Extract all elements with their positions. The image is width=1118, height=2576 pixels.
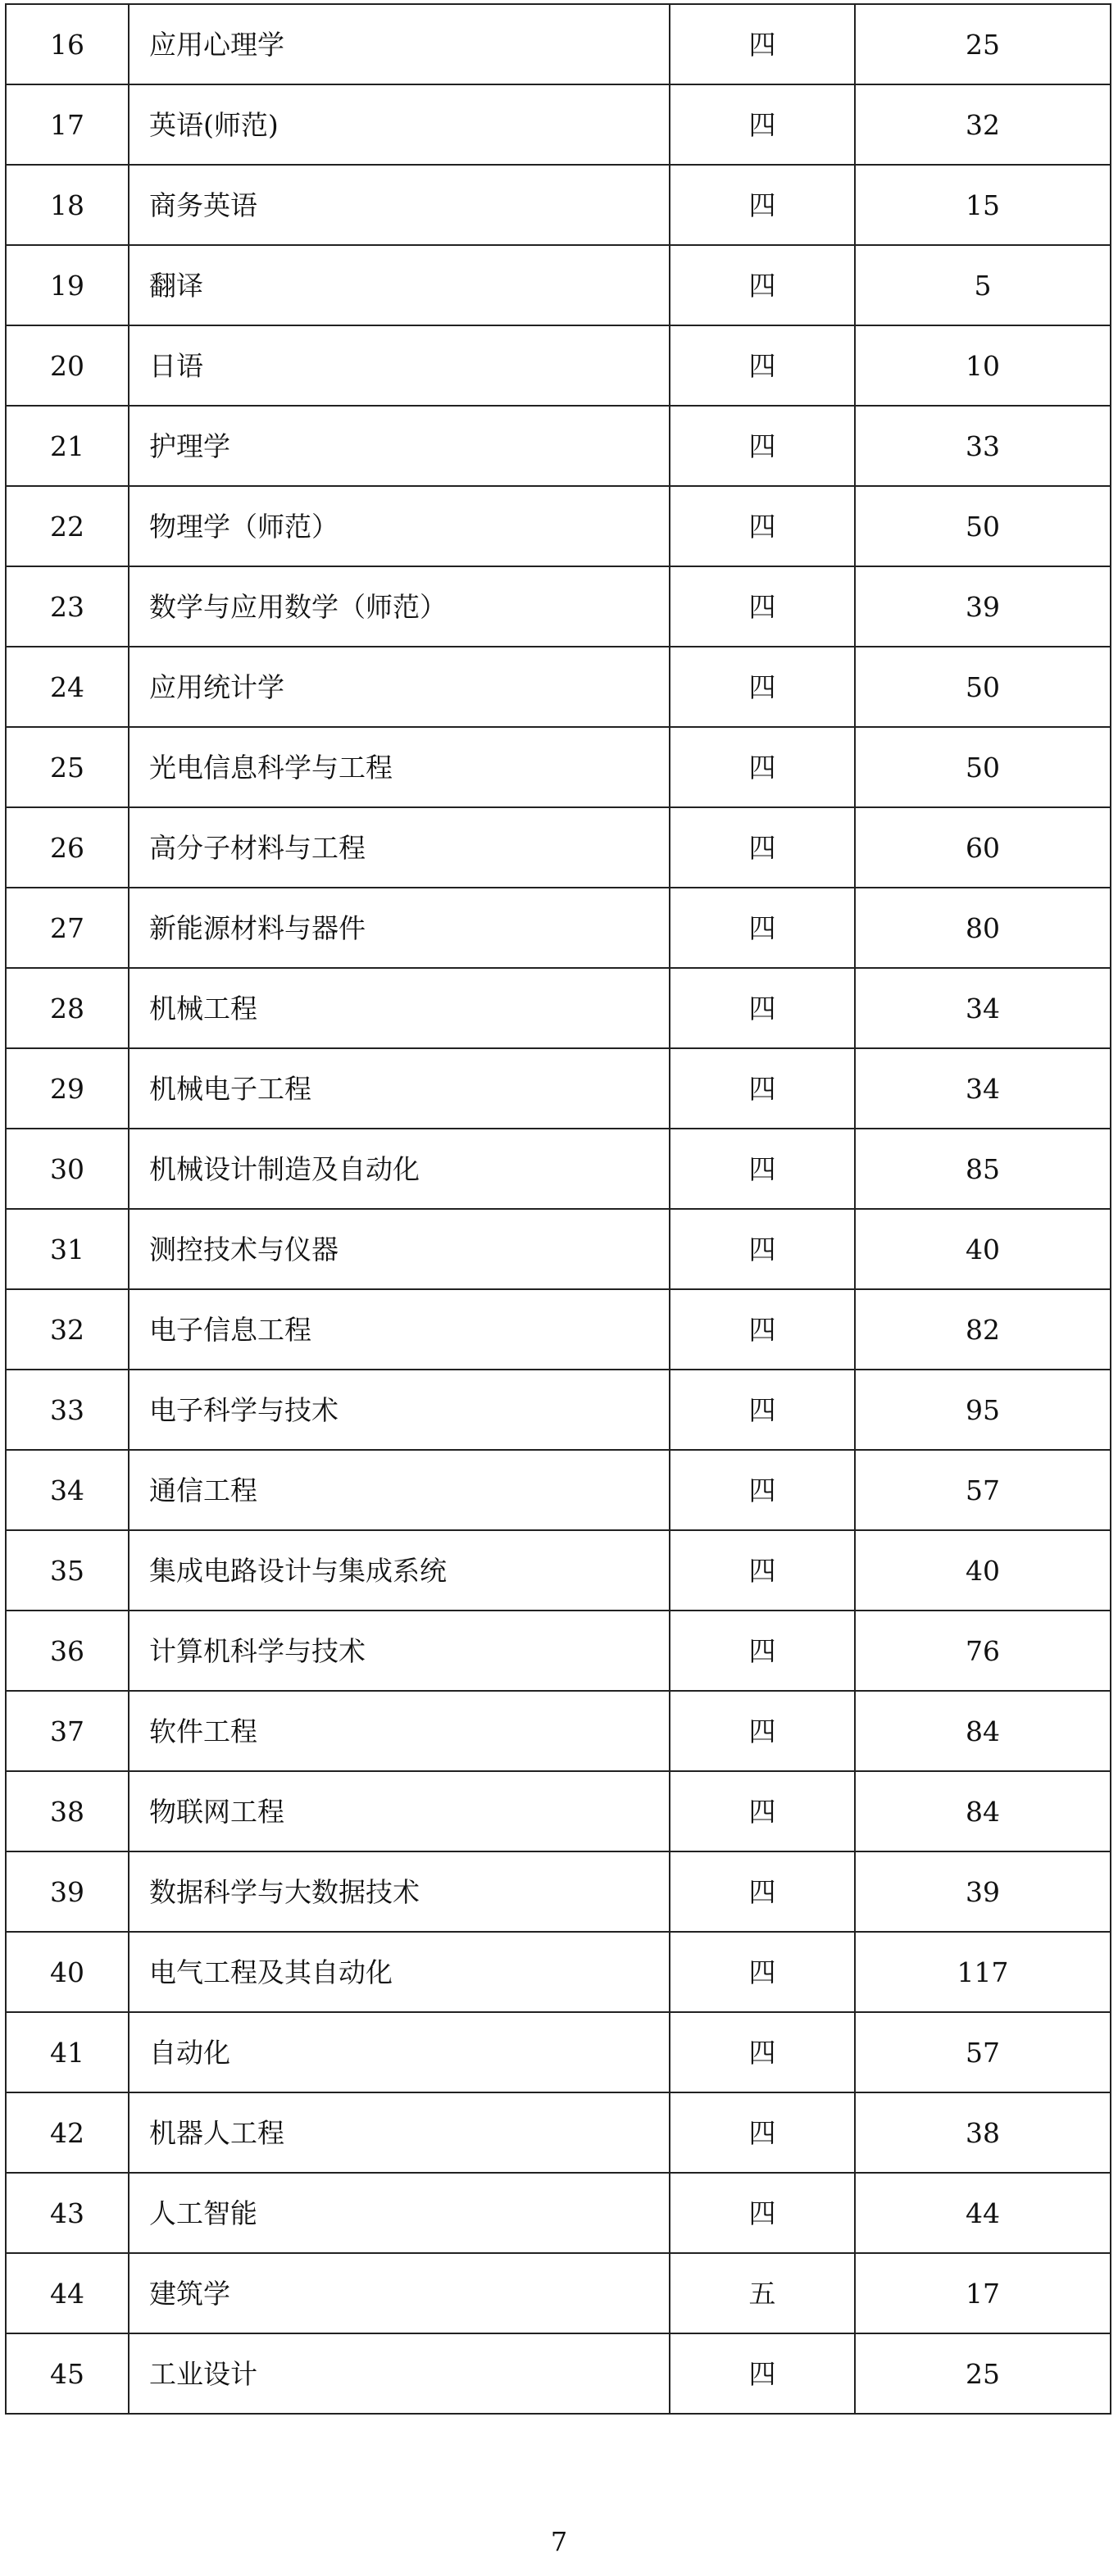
row-number-cell: 23 xyxy=(6,566,129,647)
duration-cell: 四 xyxy=(670,888,855,968)
enrollment-count-cell: 84 xyxy=(855,1771,1111,1851)
enrollment-count-cell: 50 xyxy=(855,727,1111,807)
document-page xyxy=(5,3,1111,2415)
row-number-cell: 36 xyxy=(6,1611,129,1691)
table-row xyxy=(6,1209,1111,1289)
enrollment-count-cell: 17 xyxy=(855,2253,1111,2333)
enrollment-count-cell: 40 xyxy=(855,1209,1111,1289)
duration-cell: 四 xyxy=(670,1370,855,1450)
table-row xyxy=(6,2012,1111,2092)
major-name-cell: 英语(师范) xyxy=(129,84,670,165)
duration-cell: 四 xyxy=(670,1691,855,1771)
enrollment-count-cell: 39 xyxy=(855,1851,1111,1932)
table-row xyxy=(6,4,1111,84)
major-name-cell: 机械设计制造及自动化 xyxy=(129,1129,670,1209)
major-name-cell: 机器人工程 xyxy=(129,2092,670,2173)
row-number-cell: 19 xyxy=(6,245,129,325)
major-name-cell: 物理学（师范） xyxy=(129,486,670,566)
enrollment-count-cell: 25 xyxy=(855,4,1111,84)
major-name-cell: 通信工程 xyxy=(129,1450,670,1530)
enrollment-count-cell: 84 xyxy=(855,1691,1111,1771)
row-number-cell: 33 xyxy=(6,1370,129,1450)
row-number-cell: 38 xyxy=(6,1771,129,1851)
row-number-cell: 17 xyxy=(6,84,129,165)
major-name-cell: 翻译 xyxy=(129,245,670,325)
duration-cell: 四 xyxy=(670,1611,855,1691)
enrollment-count-cell: 117 xyxy=(855,1932,1111,2012)
enrollment-count-cell: 34 xyxy=(855,1048,1111,1129)
enrollment-count-cell: 76 xyxy=(855,1611,1111,1691)
table-row xyxy=(6,84,1111,165)
row-number-cell: 20 xyxy=(6,325,129,406)
row-number-cell: 22 xyxy=(6,486,129,566)
major-name-cell: 电子信息工程 xyxy=(129,1289,670,1370)
table-row xyxy=(6,165,1111,245)
row-number-cell: 30 xyxy=(6,1129,129,1209)
major-name-cell: 测控技术与仪器 xyxy=(129,1209,670,1289)
duration-cell: 四 xyxy=(670,325,855,406)
enrollment-count-cell: 38 xyxy=(855,2092,1111,2173)
enrollment-count-cell: 10 xyxy=(855,325,1111,406)
enrollment-count-cell: 44 xyxy=(855,2173,1111,2253)
table-row xyxy=(6,2173,1111,2253)
duration-cell: 四 xyxy=(670,2333,855,2414)
enrollment-count-cell: 25 xyxy=(855,2333,1111,2414)
duration-cell: 四 xyxy=(670,968,855,1048)
duration-cell: 四 xyxy=(670,1289,855,1370)
enrollment-count-cell: 50 xyxy=(855,647,1111,727)
major-name-cell: 商务英语 xyxy=(129,165,670,245)
row-number-cell: 39 xyxy=(6,1851,129,1932)
table-row xyxy=(6,1450,1111,1530)
row-number-cell: 34 xyxy=(6,1450,129,1530)
enrollment-count-cell: 40 xyxy=(855,1530,1111,1611)
duration-cell: 四 xyxy=(670,1209,855,1289)
row-number-cell: 37 xyxy=(6,1691,129,1771)
enrollment-count-cell: 57 xyxy=(855,1450,1111,1530)
duration-cell: 四 xyxy=(670,807,855,888)
table-row xyxy=(6,245,1111,325)
majors-table xyxy=(5,3,1111,2415)
table-row xyxy=(6,1129,1111,1209)
major-name-cell: 高分子材料与工程 xyxy=(129,807,670,888)
major-name-cell: 日语 xyxy=(129,325,670,406)
enrollment-count-cell: 34 xyxy=(855,968,1111,1048)
table-row xyxy=(6,727,1111,807)
duration-cell: 五 xyxy=(670,2253,855,2333)
table-row xyxy=(6,1691,1111,1771)
row-number-cell: 27 xyxy=(6,888,129,968)
enrollment-count-cell: 95 xyxy=(855,1370,1111,1450)
enrollment-count-cell: 33 xyxy=(855,406,1111,486)
row-number-cell: 31 xyxy=(6,1209,129,1289)
duration-cell: 四 xyxy=(670,647,855,727)
major-name-cell: 护理学 xyxy=(129,406,670,486)
table-row xyxy=(6,406,1111,486)
table-row xyxy=(6,2253,1111,2333)
duration-cell: 四 xyxy=(670,2012,855,2092)
enrollment-count-cell: 82 xyxy=(855,1289,1111,1370)
enrollment-count-cell: 5 xyxy=(855,245,1111,325)
major-name-cell: 电气工程及其自动化 xyxy=(129,1932,670,2012)
row-number-cell: 16 xyxy=(6,4,129,84)
row-number-cell: 40 xyxy=(6,1932,129,2012)
table-row xyxy=(6,1611,1111,1691)
major-name-cell: 工业设计 xyxy=(129,2333,670,2414)
row-number-cell: 43 xyxy=(6,2173,129,2253)
major-name-cell: 电子科学与技术 xyxy=(129,1370,670,1450)
table-row xyxy=(6,486,1111,566)
table-row xyxy=(6,1932,1111,2012)
major-name-cell: 人工智能 xyxy=(129,2173,670,2253)
row-number-cell: 21 xyxy=(6,406,129,486)
table-row xyxy=(6,1289,1111,1370)
major-name-cell: 物联网工程 xyxy=(129,1771,670,1851)
duration-cell: 四 xyxy=(670,84,855,165)
table-row xyxy=(6,1048,1111,1129)
row-number-cell: 44 xyxy=(6,2253,129,2333)
duration-cell: 四 xyxy=(670,1129,855,1209)
enrollment-count-cell: 57 xyxy=(855,2012,1111,2092)
row-number-cell: 45 xyxy=(6,2333,129,2414)
major-name-cell: 新能源材料与器件 xyxy=(129,888,670,968)
duration-cell: 四 xyxy=(670,1450,855,1530)
row-number-cell: 35 xyxy=(6,1530,129,1611)
row-number-cell: 24 xyxy=(6,647,129,727)
major-name-cell: 机械电子工程 xyxy=(129,1048,670,1129)
table-row xyxy=(6,325,1111,406)
duration-cell: 四 xyxy=(670,1530,855,1611)
major-name-cell: 机械工程 xyxy=(129,968,670,1048)
duration-cell: 四 xyxy=(670,2173,855,2253)
table-row xyxy=(6,1530,1111,1611)
row-number-cell: 25 xyxy=(6,727,129,807)
major-name-cell: 应用统计学 xyxy=(129,647,670,727)
duration-cell: 四 xyxy=(670,1048,855,1129)
table-row xyxy=(6,2092,1111,2173)
duration-cell: 四 xyxy=(670,566,855,647)
enrollment-count-cell: 80 xyxy=(855,888,1111,968)
table-row xyxy=(6,888,1111,968)
duration-cell: 四 xyxy=(670,165,855,245)
duration-cell: 四 xyxy=(670,1851,855,1932)
enrollment-count-cell: 85 xyxy=(855,1129,1111,1209)
row-number-cell: 18 xyxy=(6,165,129,245)
table-row xyxy=(6,1370,1111,1450)
duration-cell: 四 xyxy=(670,486,855,566)
row-number-cell: 26 xyxy=(6,807,129,888)
major-name-cell: 集成电路设计与集成系统 xyxy=(129,1530,670,1611)
major-name-cell: 软件工程 xyxy=(129,1691,670,1771)
enrollment-count-cell: 32 xyxy=(855,84,1111,165)
major-name-cell: 建筑学 xyxy=(129,2253,670,2333)
duration-cell: 四 xyxy=(670,2092,855,2173)
duration-cell: 四 xyxy=(670,1771,855,1851)
duration-cell: 四 xyxy=(670,406,855,486)
table-row xyxy=(6,807,1111,888)
major-name-cell: 光电信息科学与工程 xyxy=(129,727,670,807)
table-row xyxy=(6,1771,1111,1851)
row-number-cell: 42 xyxy=(6,2092,129,2173)
table-row xyxy=(6,647,1111,727)
table-row xyxy=(6,2333,1111,2414)
enrollment-count-cell: 50 xyxy=(855,486,1111,566)
enrollment-count-cell: 15 xyxy=(855,165,1111,245)
major-name-cell: 数据科学与大数据技术 xyxy=(129,1851,670,1932)
major-name-cell: 应用心理学 xyxy=(129,4,670,84)
table-row xyxy=(6,1851,1111,1932)
major-name-cell: 自动化 xyxy=(129,2012,670,2092)
duration-cell: 四 xyxy=(670,727,855,807)
majors-table-body xyxy=(6,4,1111,2414)
table-row xyxy=(6,566,1111,647)
row-number-cell: 29 xyxy=(6,1048,129,1129)
enrollment-count-cell: 60 xyxy=(855,807,1111,888)
table-row xyxy=(6,968,1111,1048)
duration-cell: 四 xyxy=(670,1932,855,2012)
row-number-cell: 41 xyxy=(6,2012,129,2092)
row-number-cell: 32 xyxy=(6,1289,129,1370)
major-name-cell: 数学与应用数学（师范） xyxy=(129,566,670,647)
major-name-cell: 计算机科学与技术 xyxy=(129,1611,670,1691)
duration-cell: 四 xyxy=(670,245,855,325)
row-number-cell: 28 xyxy=(6,968,129,1048)
page-number: 7 xyxy=(550,2526,568,2557)
duration-cell: 四 xyxy=(670,4,855,84)
enrollment-count-cell: 39 xyxy=(855,566,1111,647)
